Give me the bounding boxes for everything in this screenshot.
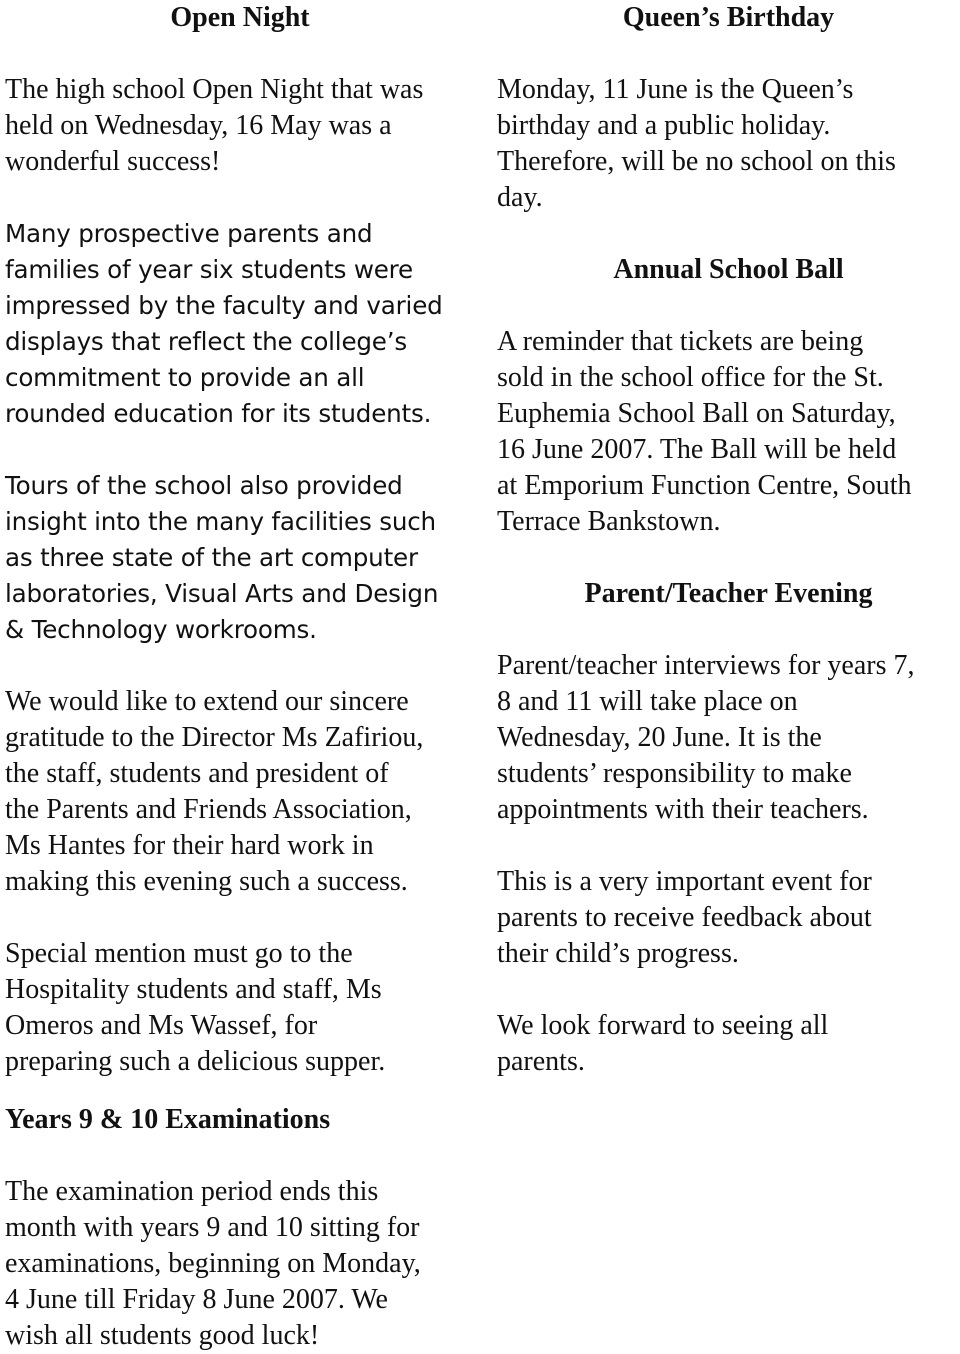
queens-birthday-heading: Queen’s Birthday [622,2,835,33]
examinations-heading: Years 9 & 10 Examinations [5,1104,331,1135]
school-ball-heading: Annual School Ball [613,254,844,285]
parent-teacher-paragraph-1: Parent/teacher interviews for years 7, 8 and 11 will take place on Wednesday, 20 June. It is the students’ responsibility to make appointments with their teachers. [497,650,915,825]
school-ball-paragraph: A reminder that tickets are being sold in the school office for the St. Euphemia School Ball on Saturday, 16 June 2007. The Ball will be held at Emporium Function Centre, South Terrace Bankstown. [497,326,912,537]
parent-teacher-heading: Parent/Teacher Evening [584,578,873,609]
examinations-section [5,1102,475,1354]
open-night-heading: Open Night [170,2,310,33]
open-night-paragraph-2: Many prospective parents and families of year six students were impressed by the faculty and varied displays that reflect the college’s commitment to provide an all rounded education for its students. [5,219,443,428]
right-column [497,0,960,1080]
queens-birthday-paragraph: Monday, 11 June is the Queen’s birthday and a public holiday. Therefore, will be no school on this day. [497,74,896,213]
parent-teacher-paragraph-2: This is a very important event for parents to receive feedback about their child’s progress. [497,866,872,969]
queens-birthday-section [497,0,960,216]
open-night-paragraph-4: We would like to extend our sincere gratitude to the Director Ms Zafiriou, the staff, students and president of the Parents and Friends Association, Ms Hantes for their hard work in making this evening such a success. [5,686,424,897]
parent-teacher-paragraph-3: We look forward to seeing all parents. [497,1010,829,1077]
parent-teacher-section [497,576,960,1080]
open-night-paragraph-3: Tours of the school also provided insight into the many facilities such as three state of the art computer laboratories, Visual Arts and Design & Technology workrooms. [5,471,439,644]
open-night-paragraph-5: Special mention must go to the Hospitality students and staff, Ms Omeros and Ms Wassef, for preparing such a delicious supper. [5,938,386,1077]
open-night-paragraph-1: The high school Open Night that was held on Wednesday, 16 May was a wonderful success! [5,74,424,177]
open-night-section [5,0,475,1080]
examinations-paragraph: The examination period ends this month with years 9 and 10 sitting for examinations, beginning on Monday, 4 June till Friday 8 June 2007. We wish all students good luck! [5,1176,421,1351]
school-ball-section [497,252,960,540]
